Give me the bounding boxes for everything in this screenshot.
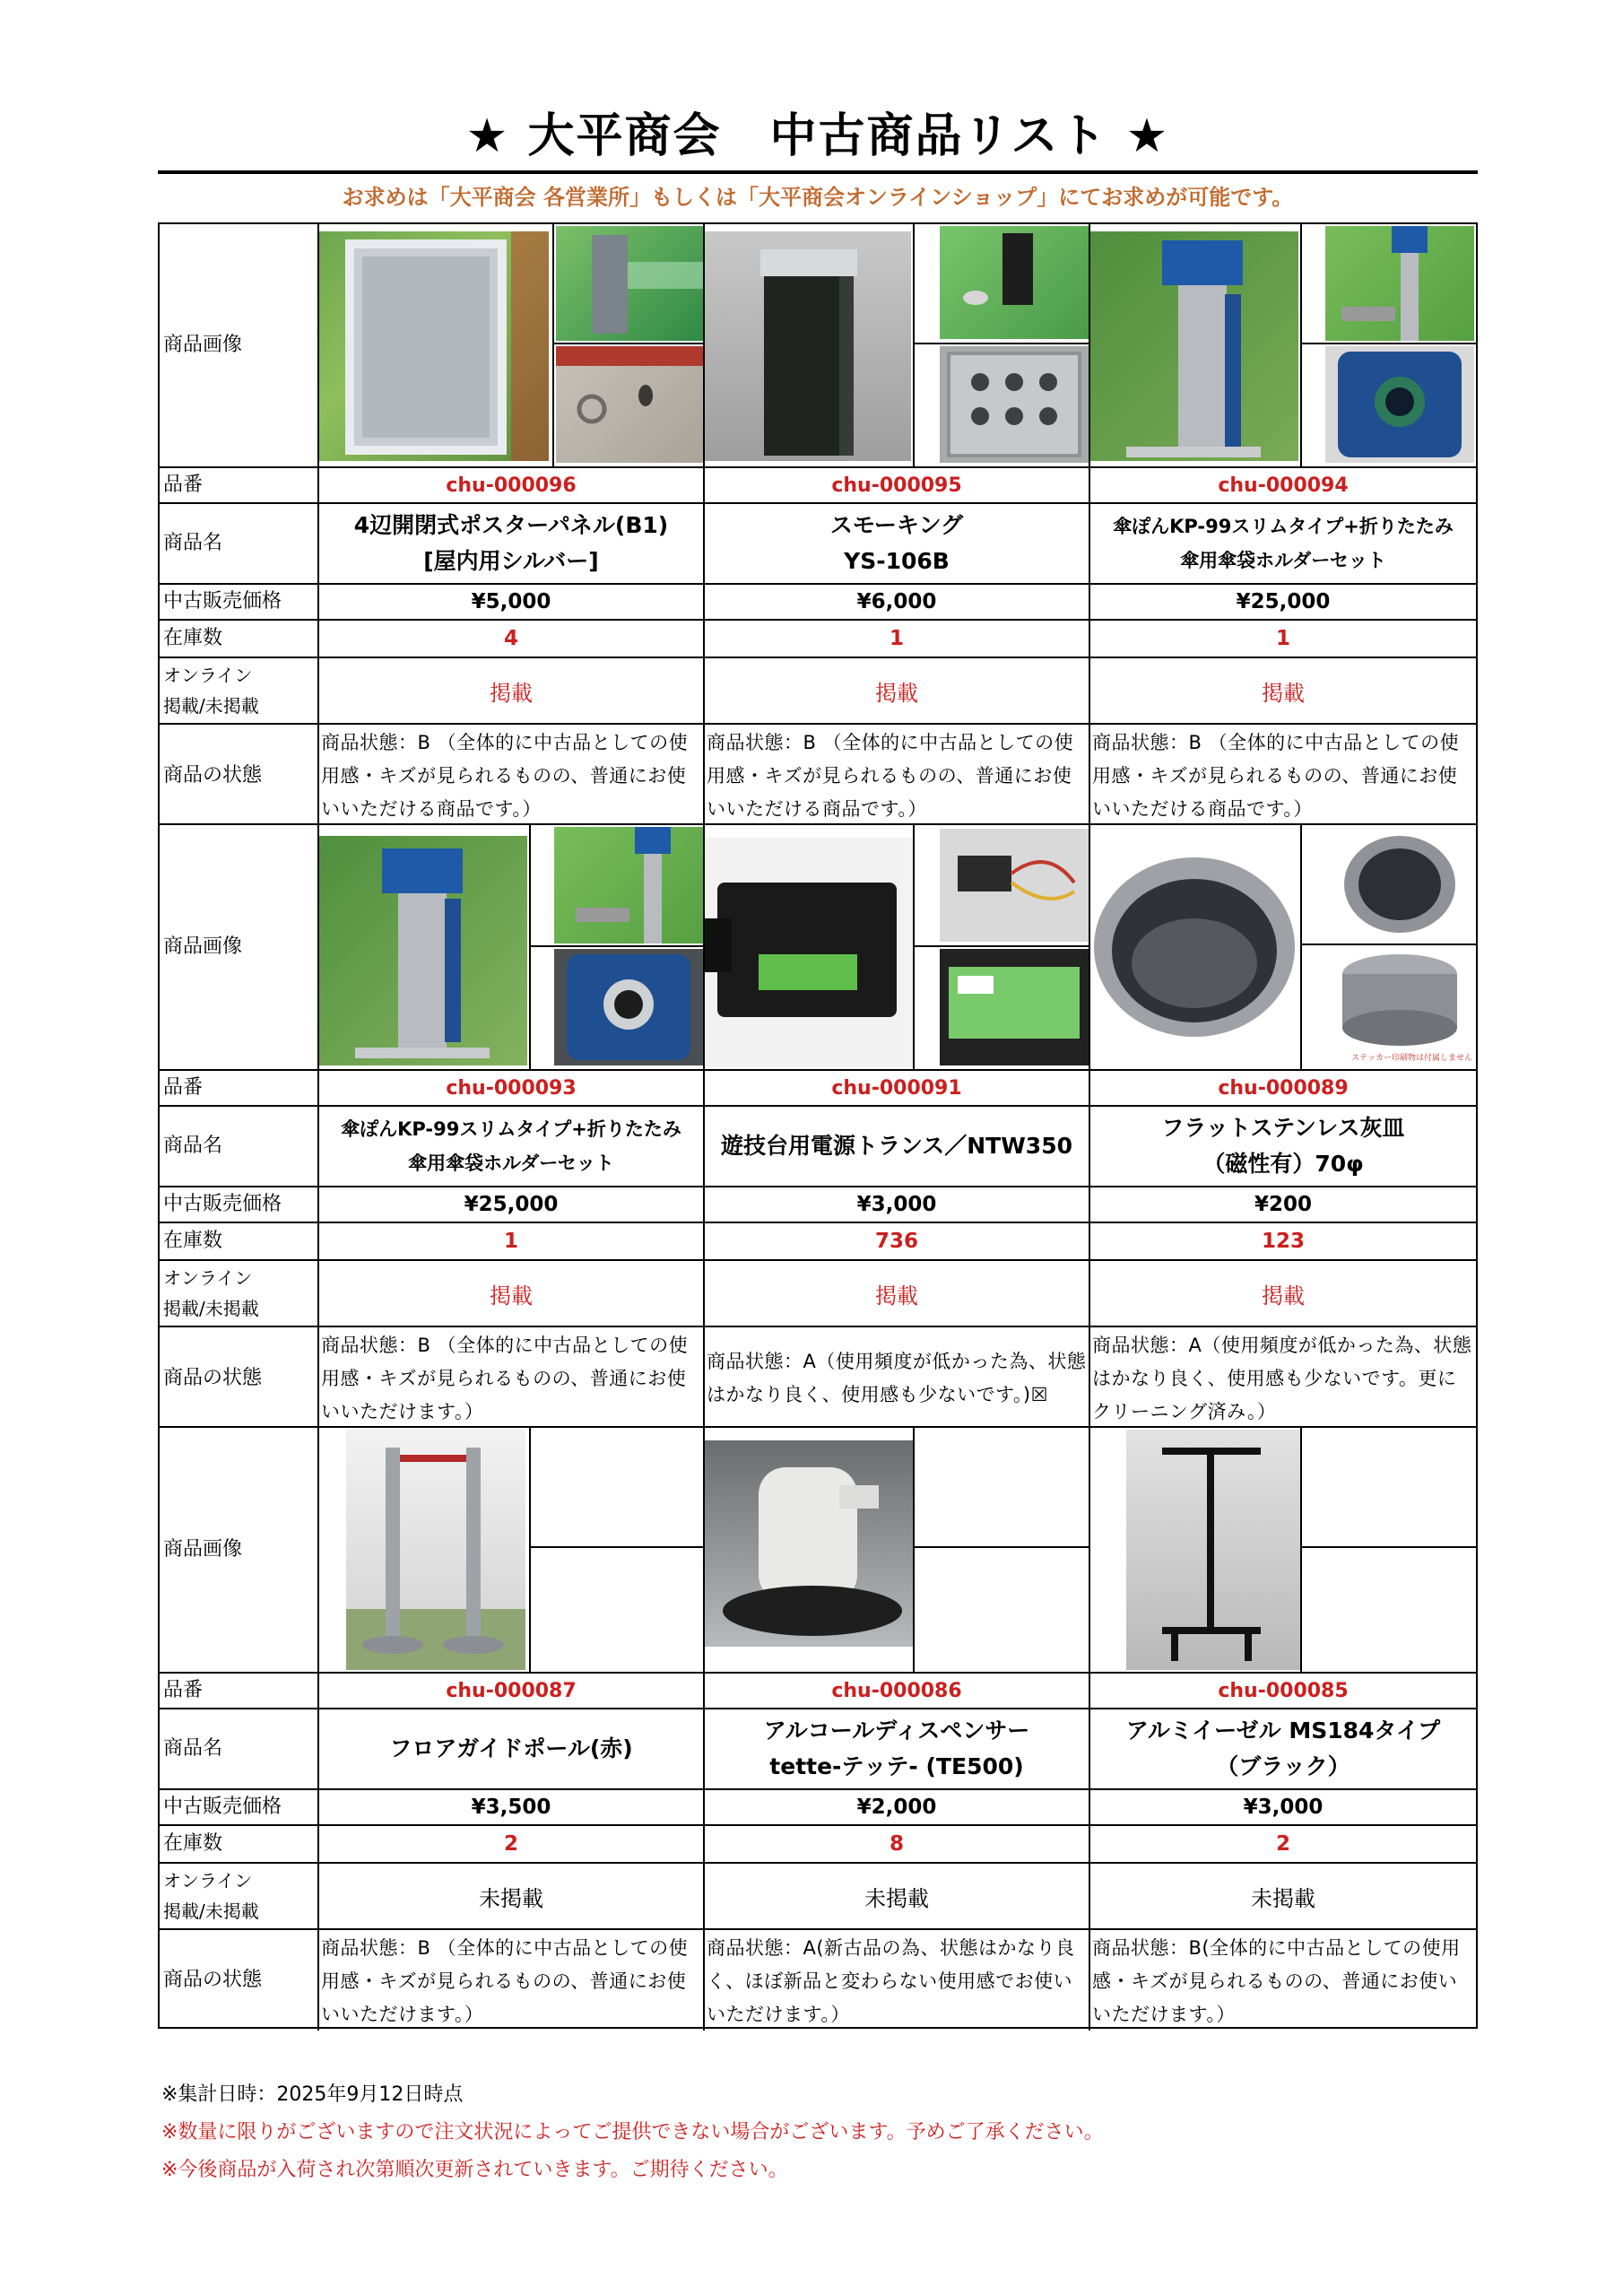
online-row [160, 1259, 1476, 1326]
condition-row [160, 1928, 1476, 2031]
product-price: ¥3,500 [319, 1790, 705, 1824]
page-title: ★ 大平商会 中古商品リスト ★ [465, 109, 1170, 163]
row-label-condition: 商品の状態 [160, 725, 319, 827]
update-note: ※今後商品が入荷され次第順次更新されていきます。ご期待ください。 [161, 2159, 788, 2181]
row-label-image: 商品画像 [160, 1428, 319, 1672]
row-label-price: 中古販売価格 [160, 1790, 319, 1824]
product-name: 傘ぽんKP-99スリムタイプ+折りたたみ 傘用傘袋ホルダーセット [1113, 516, 1454, 571]
alcohol-dispenser-photo [705, 1440, 913, 1647]
sticker-note: ステッカー印刷物は付属しません [1351, 1054, 1472, 1063]
product-name: 4辺開閉式ポスターパネル(B1) [屋内用シルバー] [319, 504, 705, 583]
page-subtitle: お求めは「大平商会 各営業所」もしくは「大平商会オンラインショップ」にてお求めが可能です。 [342, 185, 1294, 210]
product-name: スモーキング YS-106B [705, 504, 1090, 583]
product-condition: 商品状態：B （全体的に中古品としての使用感・キズが見られるものの、普通にお使いいただけます。） [319, 1930, 705, 2031]
product-condition: 商品状態：B （全体的に中古品としての使用感・キズが見られるものの、普通にお使いいただける商品です。） [319, 725, 705, 827]
price-row [160, 1186, 1476, 1222]
product-name: アルミイーゼル MS184タイプ （ブラック） [1125, 1718, 1441, 1779]
online-status: 未掲載 [1251, 1885, 1315, 1911]
stock-row [160, 619, 1476, 657]
row-label-name: 商品名 [160, 1709, 319, 1788]
kasapon-top-photo [554, 949, 703, 1065]
name-row [160, 1708, 1476, 1788]
kasapon-side-photo [554, 827, 703, 944]
smoking-stand-small-photo [940, 226, 1089, 339]
row-label-online: オンライン 掲載/未掲載 [160, 658, 319, 723]
kasapon-stand-photo [1090, 231, 1298, 461]
guide-pole-photo [346, 1430, 525, 1670]
product-code: chu-000089 [1218, 1076, 1349, 1100]
row-label-price: 中古販売価格 [160, 585, 319, 619]
row-label-online: オンライン 掲載/未掲載 [160, 1864, 319, 1928]
product-price: ¥3,000 [705, 1187, 1090, 1222]
stock-limit-note: ※数量に限りがございますので注文状況によってご提供できない場合がございます。予めご了承ください。 [161, 2121, 1104, 2144]
product-condition: 商品状態：A（使用頻度が低かった為、状態はかなり良く、使用感も少ないです。)☒ [705, 1327, 1090, 1430]
row-label-name: 商品名 [160, 1107, 319, 1186]
product-price: ¥3,000 [1243, 1796, 1324, 1819]
condition-row [160, 1326, 1476, 1430]
poster-panel-hook-photo [556, 346, 703, 463]
image-row [160, 1428, 1476, 1672]
smoking-stand-top-photo [940, 346, 1089, 463]
product-condition: 商品状態：A（使用頻度が低かった為、状態はかなり良く、使用感も少ないです。更にクリーニング済み。） [1092, 1335, 1472, 1422]
kasapon-side-photo [1325, 226, 1474, 341]
online-row [160, 1862, 1476, 1928]
product-code: chu-000086 [705, 1674, 1090, 1708]
product-price: ¥200 [1254, 1193, 1312, 1216]
product-image-cell [1090, 1428, 1476, 1672]
product-condition: 商品状態：B （全体的に中古品としての使用感・キズが見られるものの、普通にお使いいただけます。） [319, 1327, 705, 1430]
online-status: 掲載 [1262, 680, 1305, 706]
product-stock: 1 [705, 621, 1090, 657]
product-image-cell [319, 1428, 705, 1672]
online-row [160, 657, 1476, 723]
product-block-1 [158, 222, 1478, 825]
row-label-code: 品番 [160, 1674, 319, 1708]
row-label-image: 商品画像 [160, 224, 319, 466]
product-block-2 [158, 823, 1478, 1428]
product-image-cell [1090, 825, 1476, 1069]
power-transformer-photo [705, 838, 913, 1067]
product-name: 遊技台用電源トランス／NTW350 [705, 1107, 1090, 1186]
online-status: 掲載 [1262, 1283, 1305, 1309]
row-label-condition: 商品の状態 [160, 1930, 319, 2031]
product-image-cell [705, 1428, 1090, 1672]
product-price: ¥5,000 [319, 585, 705, 619]
row-label-image: 商品画像 [160, 825, 319, 1069]
smoking-stand-photo [705, 231, 911, 461]
image-row [160, 825, 1476, 1069]
row-label-stock: 在庫数 [160, 1826, 319, 1862]
product-stock: 1 [319, 1223, 705, 1259]
image-row [160, 224, 1476, 466]
name-row [160, 1105, 1476, 1186]
product-image-cell [319, 825, 705, 1069]
product-condition: 商品状態：B （全体的に中古品としての使用感・キズが見られるものの、普通にお使いいただける商品です。） [1092, 732, 1460, 820]
row-label-price: 中古販売価格 [160, 1187, 319, 1222]
product-block-3 [158, 1426, 1478, 2029]
product-name: フラットステンレス灰皿 （磁性有）70φ [1161, 1115, 1405, 1177]
poster-panel-corner-photo [556, 226, 703, 341]
product-price: ¥2,000 [705, 1790, 1090, 1824]
ashtray-stack-photo [1325, 947, 1474, 1065]
price-row [160, 583, 1476, 619]
product-name: アルコールディスペンサー tette-テッテ- (TE500) [705, 1709, 1090, 1788]
row-label-code: 品番 [160, 1071, 319, 1105]
stock-row [160, 1222, 1476, 1259]
product-stock: 4 [319, 621, 705, 657]
title-divider [158, 170, 1478, 174]
kasapon-stand-photo [319, 836, 527, 1065]
condition-row [160, 723, 1476, 827]
online-status: 掲載 [705, 1261, 1090, 1326]
online-status: 未掲載 [705, 1864, 1090, 1928]
product-price: ¥6,000 [705, 585, 1090, 619]
product-stock: 2 [1275, 1832, 1290, 1856]
product-stock: 8 [705, 1826, 1090, 1862]
product-stock: 1 [1275, 627, 1290, 650]
poster-panel-photo [319, 231, 549, 461]
code-row [160, 1069, 1476, 1105]
kasapon-top-photo [1325, 346, 1474, 463]
stock-row [160, 1824, 1476, 1862]
product-image-cell [1090, 224, 1476, 466]
product-stock: 736 [705, 1223, 1090, 1259]
price-row [160, 1788, 1476, 1824]
online-status: 掲載 [319, 658, 705, 723]
product-code: chu-000093 [319, 1071, 705, 1105]
product-price: ¥25,000 [319, 1187, 705, 1222]
product-condition: 商品状態：B （全体的に中古品としての使用感・キズが見られるものの、普通にお使いいただける商品です。） [705, 725, 1090, 827]
product-image-cell [705, 825, 1090, 1069]
online-status: 未掲載 [319, 1864, 705, 1928]
row-label-stock: 在庫数 [160, 1223, 319, 1259]
online-status: 掲載 [319, 1261, 705, 1326]
product-code: chu-000096 [319, 468, 705, 502]
ashtray-photo [1090, 829, 1298, 1065]
row-label-stock: 在庫数 [160, 621, 319, 657]
product-image-cell [705, 224, 1090, 466]
product-code: chu-000087 [319, 1674, 705, 1708]
product-code: chu-000091 [705, 1071, 1090, 1105]
ashtray-top-photo [1325, 827, 1474, 942]
row-label-condition: 商品の状態 [160, 1327, 319, 1430]
product-stock: 2 [319, 1826, 705, 1862]
product-condition: 商品状態：B(全体的に中古品としての使用感・キズが見られるものの、普通にお使いいただけます。） [1092, 1937, 1461, 2025]
row-label-name: 商品名 [160, 504, 319, 583]
row-label-online: オンライン 掲載/未掲載 [160, 1261, 319, 1326]
online-status: 掲載 [705, 658, 1090, 723]
product-code: chu-000095 [705, 468, 1090, 502]
product-condition: 商品状態：A(新古品の為、状態はかなり良く、ほぼ新品と変わらない使用感でお使いいただけます。） [705, 1930, 1090, 2031]
aggregation-date-note: ※集計日時：2025年9月12日時点 [161, 2083, 464, 2106]
name-row [160, 502, 1476, 583]
product-name: フロアガイドポール(赤) [319, 1709, 705, 1788]
product-image-cell [319, 224, 705, 466]
easel-photo [1126, 1430, 1300, 1670]
product-price: ¥25,000 [1236, 590, 1331, 613]
product-name: 傘ぽんKP-99スリムタイプ+折りたたみ 傘用傘袋ホルダーセット [319, 1107, 705, 1186]
product-code: chu-000094 [1218, 474, 1349, 497]
row-label-code: 品番 [160, 468, 319, 502]
code-row [160, 1672, 1476, 1708]
transformer-wiring-photo [940, 829, 1089, 942]
product-code: chu-000085 [1218, 1679, 1349, 1702]
product-stock: 123 [1261, 1230, 1305, 1253]
transformer-label-photo [940, 949, 1089, 1065]
code-row [160, 466, 1476, 502]
